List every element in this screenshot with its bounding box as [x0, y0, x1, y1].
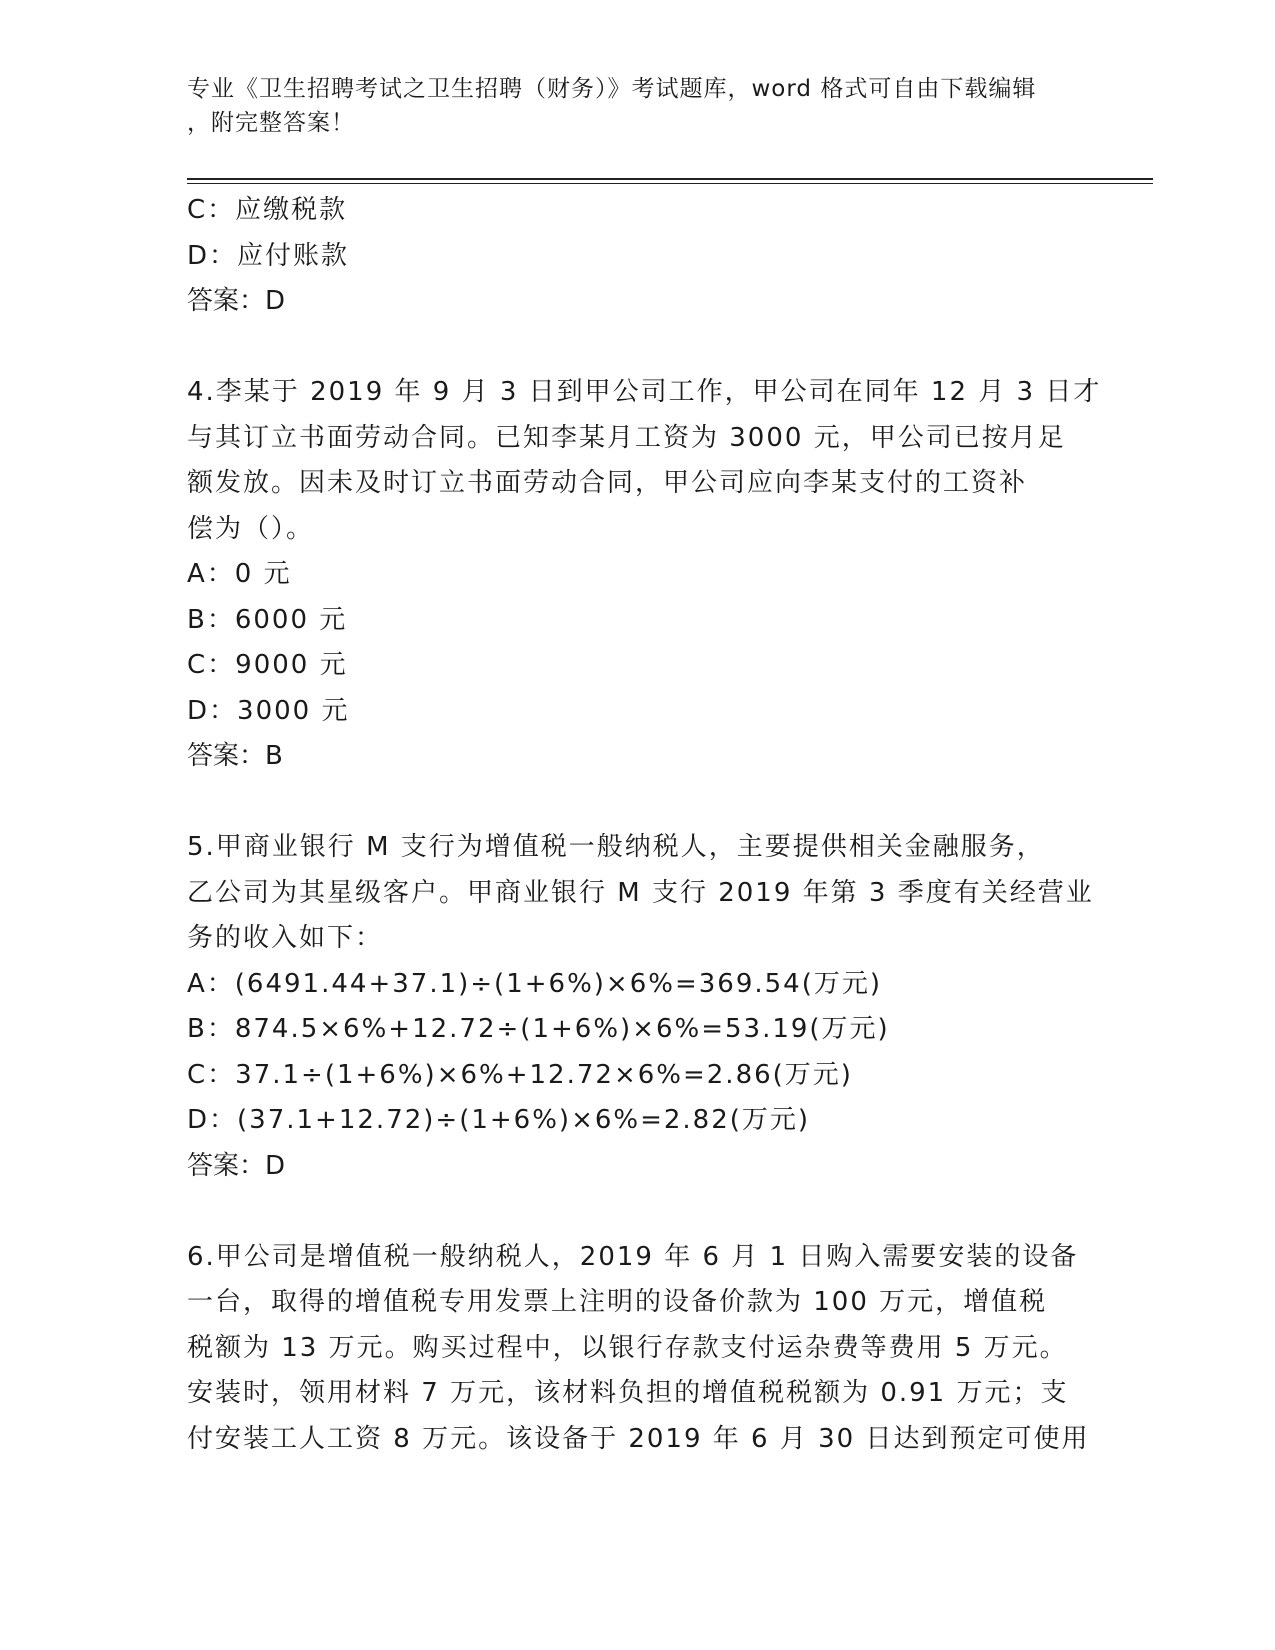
question-text-line: 付安装工人工资 8 万元。该设备于 2019 年 6 月 30 日达到预定可使用 — [187, 1423, 1090, 1454]
question-text-line: 额发放。因未及时订立书面劳动合同，甲公司应向李某支付的工资补 — [187, 468, 1028, 498]
answer-line: 答案：D — [187, 286, 286, 316]
option-d: D：应付账款 — [187, 240, 350, 271]
option-d: D：(37.1+12.72)÷(1+6%)×6%=2.82(万元) — [187, 1105, 811, 1135]
option-c: C：应缴税款 — [187, 195, 348, 225]
option-a: A：0 元 — [187, 559, 292, 589]
spacer — [187, 1189, 1087, 1235]
header-line: ，附完整答案！ — [187, 110, 355, 136]
header-divider-thin — [187, 183, 1153, 184]
option-d: D：3000 元 — [187, 695, 350, 726]
question-text-line: 偿为（）。 — [187, 513, 315, 544]
option-b: B：6000 元 — [187, 604, 348, 635]
question-5 — [187, 825, 1094, 1189]
option-c: C：37.1÷(1+6%)×6%+12.72×6%=2.86(万元) — [187, 1059, 853, 1090]
question-6 — [187, 1235, 1090, 1463]
question-text-line: 一台，取得的增值税专用发票上注明的设备价款为 100 万元，增值税 — [187, 1287, 1048, 1317]
question-3-tail — [187, 188, 1087, 325]
question-text-line: 5.甲商业银行 M 支行为增值税一般纳税人，主要提供相关金融服务， — [187, 832, 1045, 862]
question-4 — [187, 370, 1102, 780]
spacer — [187, 780, 1087, 826]
question-content — [187, 188, 1102, 1462]
option-b: B：874.5×6%+12.72÷(1+6%)×6%=53.19(万元) — [187, 1014, 890, 1044]
document-header — [187, 72, 1067, 140]
question-text-line: 6.甲公司是增值税一般纳税人，2019 年 6 月 1 日购入需要安装的设备 — [187, 1241, 1079, 1272]
answer-line: 答案：B — [187, 741, 283, 771]
question-text-line: 务的收入如下： — [187, 923, 384, 953]
question-text-line: 安装时，领用材料 7 万元，该材料负担的增值税税额为 0.91 万元；支 — [187, 1378, 1069, 1408]
header-line: 专业《卫生招聘考试之卫生招聘（财务）》考试题库，word 格式可自由下载编辑 — [187, 76, 1037, 102]
option-a: A：(6491.44+37.1)÷(1+6%)×6%=369.54(万元) — [187, 968, 882, 999]
header-divider-thick — [187, 178, 1153, 180]
option-c: C：9000 元 — [187, 650, 348, 680]
question-text-line: 与其订立书面劳动合同。已知李某月工资为 3000 元，甲公司已按月足 — [187, 422, 1066, 453]
question-text-line: 乙公司为其星级客户。甲商业银行 M 支行 2019 年第 3 季度有关经营业 — [187, 877, 1094, 908]
question-text-line: 税额为 13 万元。购买过程中，以银行存款支付运杂费等费用 5 万元。 — [187, 1332, 1068, 1363]
spacer — [187, 325, 1087, 371]
question-text-line: 4.李某于 2019 年 9 月 3 日到甲公司工作，甲公司在同年 12 月 3 日才 — [187, 377, 1102, 407]
answer-line: 答案：D — [187, 1150, 286, 1181]
